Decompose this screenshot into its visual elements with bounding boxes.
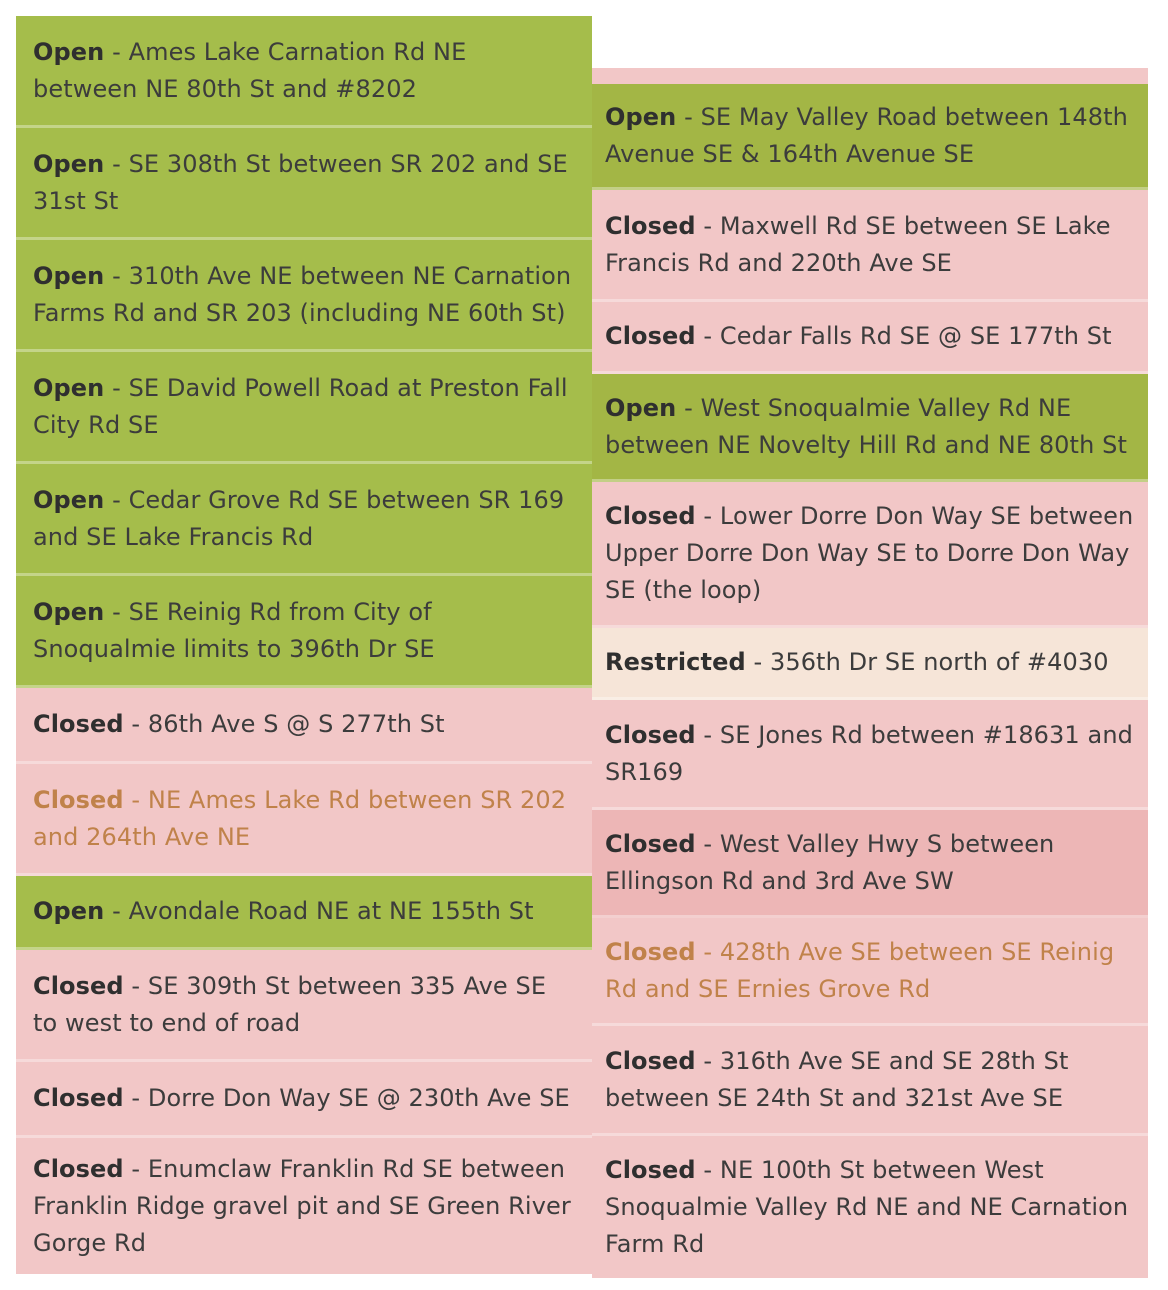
status-label: Closed [33, 971, 124, 1000]
status-label: Closed [33, 1084, 124, 1112]
status-label: Closed [605, 1155, 696, 1184]
road-status-row [592, 482, 1148, 628]
road-status-row [592, 1026, 1148, 1136]
road-description: - SE May Valley Road between 148th Avenue SE & 164th Avenue SE [605, 102, 1128, 168]
road-status-row [592, 84, 1148, 190]
road-description: - 356th Dr SE north of #4030 [745, 648, 1109, 676]
road-status-row [16, 950, 592, 1062]
road-description: - SE 308th St between SR 202 and SE 31st St [33, 149, 568, 215]
status-label: Closed [605, 502, 696, 530]
road-status-row [16, 128, 592, 240]
status-label: Closed [605, 322, 696, 350]
road-description: - NE Ames Lake Rd between SR 202 and 264th Ave NE [33, 785, 567, 851]
left-road-status-column [16, 16, 592, 1274]
road-description: - West Valley Hwy S between Ellingson Rd and 3rd Ave SW [605, 829, 1055, 895]
status-label: Open [33, 597, 105, 626]
status-label: Open [33, 897, 105, 925]
road-status-row [592, 190, 1148, 302]
status-label: Closed [605, 937, 696, 966]
road-status-row [16, 688, 592, 764]
right-road-status-column [592, 68, 1148, 1278]
status-label: Open [33, 261, 105, 290]
road-status-row [592, 302, 1148, 374]
road-description: - Ames Lake Carnation Rd NE between NE 80th St and #8202 [33, 37, 467, 103]
road-description: - SE Jones Rd between #18631 and SR169 [605, 720, 1133, 786]
status-label: Closed [33, 710, 124, 738]
road-status-row [16, 464, 592, 576]
road-status-row [16, 1062, 592, 1138]
status-label: Closed [605, 1046, 696, 1075]
road-status-row [592, 374, 1148, 482]
road-description: - Avondale Road NE at NE 155th St [104, 897, 534, 925]
status-label: Open [33, 373, 105, 402]
road-description: - NE 100th St between West Snoqualmie Valley Rd NE and NE Carnation Farm Rd [605, 1155, 1129, 1258]
road-description: - 86th Ave S @ S 277th St [123, 710, 445, 738]
status-label: Restricted [605, 648, 746, 676]
road-description: - Cedar Grove Rd SE between SR 169 and SE Lake Francis Rd [33, 485, 565, 551]
road-status-row [592, 700, 1148, 810]
road-status-row [16, 1138, 592, 1274]
road-description: - 310th Ave NE between NE Carnation Farms Rd and SR 203 (including NE 60th St) [33, 261, 572, 327]
status-label: Closed [33, 785, 124, 814]
status-label: Closed [605, 829, 696, 858]
status-label: Open [605, 393, 677, 422]
road-status-row [16, 764, 592, 876]
road-status-row [592, 810, 1148, 918]
road-status-row [16, 240, 592, 352]
road-description: - SE David Powell Road at Preston Fall City Rd SE [33, 373, 568, 439]
top-strip [592, 68, 1148, 84]
road-status-row [16, 876, 592, 950]
road-description: - Dorre Don Way SE @ 230th Ave SE [123, 1084, 570, 1112]
status-label: Closed [33, 1154, 124, 1183]
status-label: Open [33, 485, 105, 514]
status-label: Closed [605, 720, 696, 749]
road-description: - 428th Ave SE between SE Reinig Rd and SE Ernies Grove Rd [605, 937, 1115, 1003]
status-label: Open [33, 149, 105, 178]
status-label: Open [33, 37, 105, 66]
road-status-row [16, 16, 592, 128]
road-status-row [16, 576, 592, 688]
road-description: - Maxwell Rd SE between SE Lake Francis Rd and 220th Ave SE [605, 211, 1111, 277]
road-description: - 316th Ave SE and SE 28th St between SE 24th St and 321st Ave SE [605, 1046, 1069, 1112]
status-label: Open [605, 102, 677, 131]
road-status-row [592, 1136, 1148, 1278]
road-description: - SE 309th St between 335 Ave SE to west to end of road [33, 971, 547, 1037]
road-description: - SE Reinig Rd from City of Snoqualmie limits to 396th Dr SE [33, 597, 435, 663]
road-description: - West Snoqualmie Valley Rd NE between NE Novelty Hill Rd and NE 80th St [605, 393, 1127, 459]
road-description: - Cedar Falls Rd SE @ SE 177th St [695, 322, 1112, 350]
road-status-row [592, 918, 1148, 1026]
road-status-row [592, 628, 1148, 700]
road-description: - Enumclaw Franklin Rd SE between Franklin Ridge gravel pit and SE Green River Gorge Rd [33, 1154, 571, 1257]
road-description: - Lower Dorre Don Way SE between Upper Dorre Don Way SE to Dorre Don Way SE (the loop) [605, 502, 1134, 604]
road-status-row [16, 352, 592, 464]
status-label: Closed [605, 211, 696, 240]
